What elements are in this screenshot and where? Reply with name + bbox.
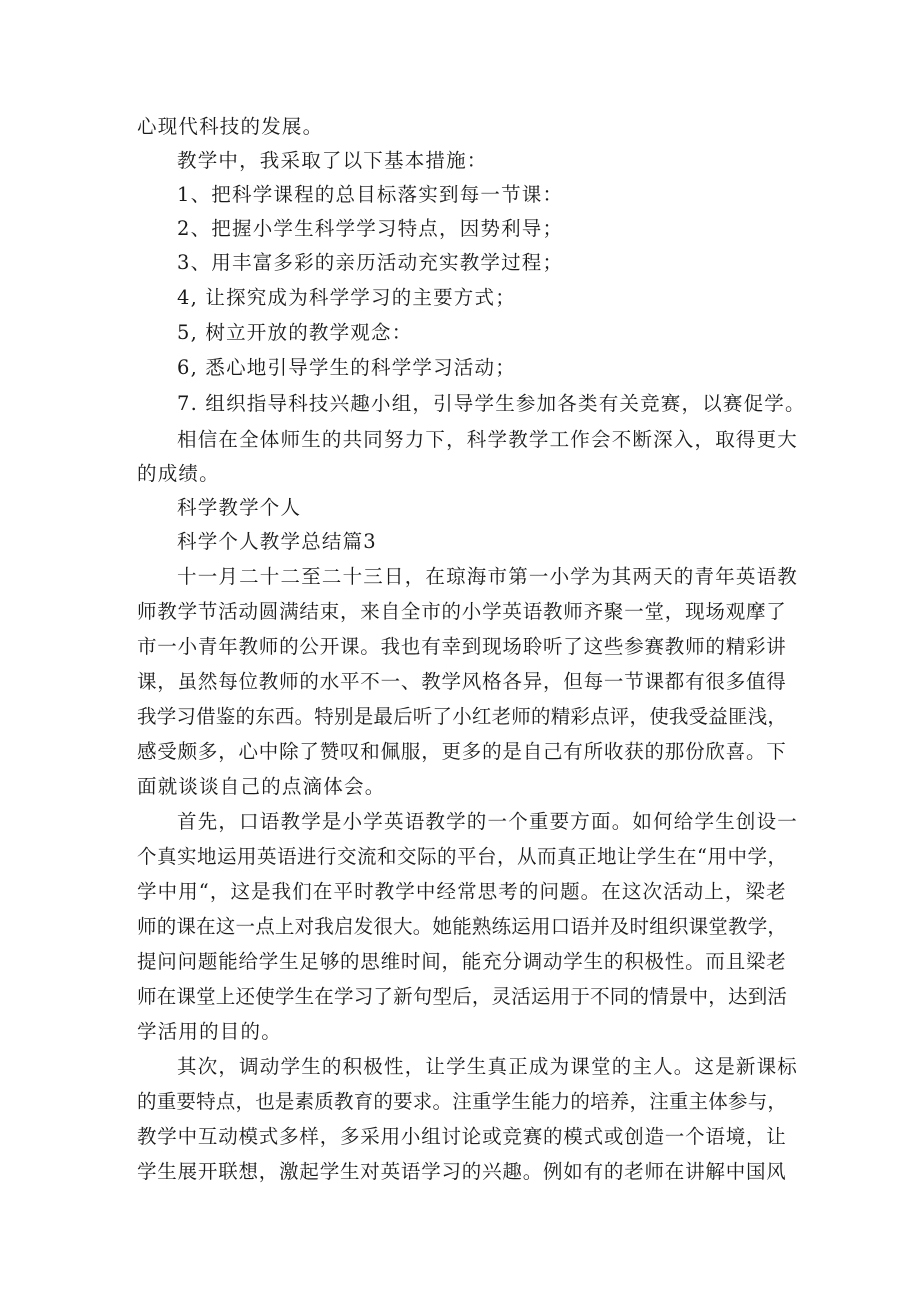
list-item: 2、把握小学生科学学习特点，因势利导；: [177, 217, 564, 240]
text-line: 师在课堂上还使学生在学习了新句型后，灵活运用于不同的情景中，达到活: [137, 985, 788, 1008]
text-line: 心现代科技的发展。: [137, 115, 324, 138]
text-line: 教学中互动模式多样，多采用小组讨论或竞赛的模式或创造一个语境，让: [137, 1125, 787, 1148]
text-line: 我学习借鉴的东西。特别是最后听了小红老师的精彩点评，使我受益匪浅，: [137, 705, 788, 728]
text-line: 课，虽然每位教师的水平不一、教学风格各异，但每一节课都有很多值得: [137, 670, 787, 693]
text-line: 师的课在这一点上对我启发很大。她能熟练运用口语并及时组织课堂教学，: [137, 915, 788, 938]
list-item: 6, 悉心地引导学生的科学学习活动；: [177, 356, 516, 379]
section-heading: 科学个人教学总结篇3: [177, 530, 377, 553]
text-line: 教学中，我采取了以下基本措施：: [177, 149, 488, 172]
text-line: 感受颇多，心中除了赞叹和佩服，更多的是自己有所收获的那份欣喜。下: [137, 740, 787, 763]
text-line: 学中用“，这是我们在平时教学中经常思考的问题。在这次活动上，梁老: [137, 880, 787, 903]
text-line: 首先，口语教学是小学英语教学的一个重要方面。如何给学生创设一: [177, 810, 799, 833]
text-line: 市一小青年教师的公开课。我也有幸到现场聆听了这些参赛教师的精彩讲: [137, 635, 787, 658]
list-item: 3、用丰富多彩的亲历活动充实教学过程；: [177, 251, 564, 274]
text-line: 面就谈谈自己的点滴体会。: [137, 775, 386, 798]
list-item: 1、把科学课程的总目标落实到每一节课：: [177, 183, 564, 206]
section-heading: 科学教学个人: [177, 496, 302, 519]
text-line: 学活用的目的。: [137, 1020, 282, 1043]
text-line: 十一月二十二至二十三日，在琼海市第一小学为其两天的青年英语教: [177, 565, 799, 588]
text-line: 相信在全体师生的共同努力下，科学教学工作会不断深入，取得更大: [177, 428, 799, 451]
text-line: 提问问题能给学生足够的思维时间，能充分调动学生的积极性。而且梁老: [137, 950, 787, 973]
text-line: 学生展开联想，激起学生对英语学习的兴趣。例如有的老师在讲解中国风: [137, 1160, 787, 1183]
list-item: 7. 组织指导科技兴趣小组，引导学生参加各类有关竞赛，以赛促学。: [177, 392, 806, 415]
text-line: 个真实地运用英语进行交流和交际的平台，从而真正地让学生在“用中学，: [137, 845, 788, 868]
list-item: 4, 让探究成为科学学习的主要方式；: [177, 286, 516, 309]
list-item: 5, 树立开放的教学观念：: [177, 321, 413, 344]
text-line: 的重要特点，也是素质教育的要求。注重学生能力的培养，注重主体参与，: [137, 1090, 788, 1113]
text-line: 师教学节活动圆满结束，来自全市的小学英语教师齐聚一堂，现场观摩了: [137, 600, 787, 623]
text-line: 其次，调动学生的积极性，让学生真正成为课堂的主人。这是新课标: [177, 1055, 799, 1078]
text-line: 的成绩。: [137, 462, 220, 485]
